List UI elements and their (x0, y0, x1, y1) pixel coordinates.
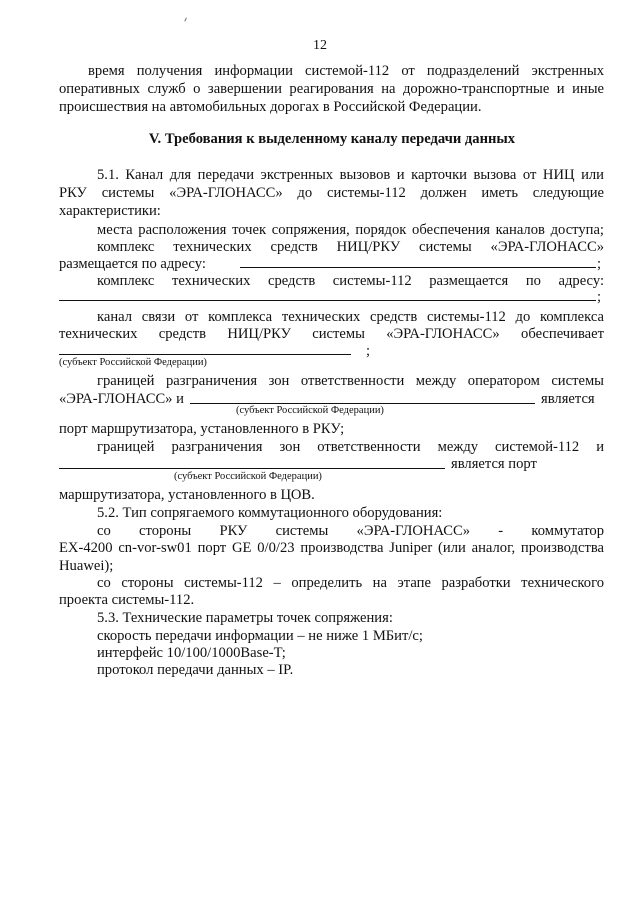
text-line: проекта системы-112. (59, 592, 195, 608)
subject-caption: (субъект Российской Федерации) (174, 471, 322, 482)
semicolon: ; (597, 289, 602, 305)
text-line: 5.1. Канал для передачи экстренных вызовов и карточки вызова от НИЦ или (97, 167, 604, 183)
text-line: характеристики: (59, 203, 161, 219)
text-line: EX-4200 cn-vor-sw01 порт GE 0/0/23 производства Juniper (или аналог, производства (59, 540, 604, 556)
text-line: комплекс технических средств НИЦ/РКУ системы «ЭРА-ГЛОНАСС» (97, 239, 604, 255)
address-blank-line (240, 267, 596, 268)
page-number: 12 (313, 38, 327, 53)
text-line: 5.3. Технические параметры точек сопряжения: (97, 610, 393, 626)
text-line: со стороны системы-112 – определить на этапе разработки технического (97, 575, 604, 591)
text-line: границей разграничения зон ответственности между системой-112 и (97, 439, 604, 455)
text-line: время получения информации системой-112 от подразделений экстренных (88, 63, 604, 79)
subject-caption: (субъект Российской Федерации) (59, 357, 207, 368)
text-line: канал связи от комплекса технических средств системы-112 до комплекса (97, 309, 604, 325)
semicolon: ; (366, 343, 371, 359)
text-line: места расположения точек сопряжения, порядок обеспечения каналов доступа; (97, 222, 604, 238)
text-line: маршрутизатора, установленного в ЦОВ. (59, 487, 315, 503)
text-line: размещается по адресу: (59, 256, 206, 272)
text-line: оперативных служб о завершении реагирования на дорожно-транспортные и иные (59, 81, 604, 97)
text-line: интерфейс 10/100/1000Base-T; (97, 645, 286, 661)
text-line: границей разграничения зон ответственности между оператором системы (97, 373, 604, 389)
text-line: является (541, 391, 595, 407)
text-line: Huawei); (59, 558, 114, 574)
text-line: является порт (451, 456, 537, 472)
semicolon: ; (597, 256, 602, 272)
text-line: РКУ системы «ЭРА-ГЛОНАСС» до системы-112 должен иметь следующие (59, 185, 604, 201)
subject-caption: (субъект Российской Федерации) (236, 405, 384, 416)
text-line: скорость передачи информации – не ниже 1 МБит/с; (97, 628, 423, 644)
text-line: комплекс технических средств системы-112 размещается по адресу: (97, 273, 604, 289)
subject-blank-line (59, 468, 445, 469)
text-line: со стороны РКУ системы «ЭРА-ГЛОНАСС» - коммутатор (97, 523, 604, 539)
text-line: происшествия на автомобильных дорогах в Российской Федерации. (59, 99, 482, 115)
text-line: 5.2. Тип сопрягаемого коммутационного оборудования: (97, 505, 443, 521)
text-line: протокол передачи данных – IP. (97, 662, 294, 678)
scan-mark (184, 18, 188, 23)
text-line: технических средств НИЦ/РКУ системы «ЭРА-ГЛОНАСС» обеспечивает (59, 326, 604, 342)
address-blank-line (59, 300, 596, 301)
subject-blank-line (190, 403, 535, 404)
text-line: «ЭРА-ГЛОНАСС» и (59, 391, 184, 407)
section-heading: V. Требования к выделенному каналу передачи данных (148, 131, 516, 147)
subject-blank-line (59, 354, 351, 355)
text-line: порт маршрутизатора, установленного в РКУ; (59, 421, 345, 437)
